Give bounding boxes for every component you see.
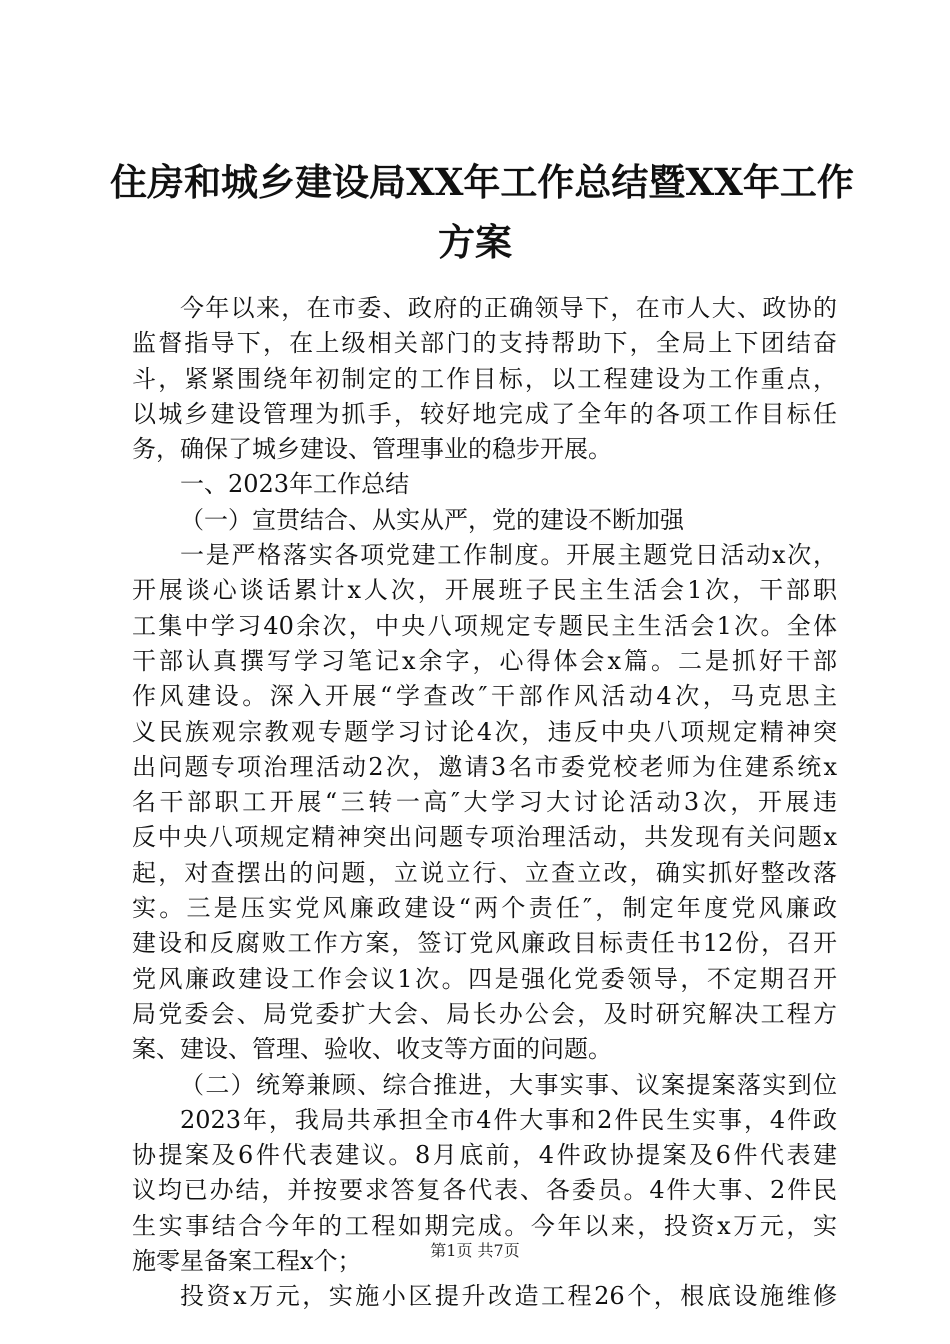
body-line: 名干部职工开展“三转一高″大学习大讨论活动3次，开展违 bbox=[132, 788, 837, 817]
body-line: 生实事结合今年的工程如期完成。今年以来，投资x万元，实 bbox=[132, 1211, 837, 1240]
body-line: 反中央八项规定精神突出问题专项治理活动，共发现有关问题x bbox=[132, 823, 837, 852]
body-line: 开展谈心谈话累计x人次，开展班子民主生活会1次，干部职 bbox=[132, 576, 837, 605]
body-line: 义民族观宗教观专题学习讨论4次，违反中央八项规定精神突 bbox=[132, 717, 837, 746]
body-line: 干部认真撰写学习笔记x余字，心得体会x篇。二是抓好干部 bbox=[132, 646, 837, 675]
subsection-heading: （一）宣贯结合、从实从严，党的建设不断加强 bbox=[180, 505, 684, 534]
body-line: 建设和反腐败工作方案，签订党风廉政目标责任书12份，召开 bbox=[132, 929, 837, 958]
body-line: 实。三是压实党风廉政建设“两个责任″，制定年度党风廉政 bbox=[132, 894, 837, 923]
document-title-line-2: 方案 bbox=[438, 220, 512, 264]
section-heading: 一、2023年工作总结 bbox=[180, 470, 410, 499]
body-line: 监督指导下，在上级相关部门的支持帮助下，全局上下团结奋 bbox=[132, 329, 837, 358]
subsection-heading: （二）统筹兼顾、综合推进，大事实事、议案提案落实到位 bbox=[180, 1070, 837, 1099]
document-body bbox=[132, 291, 837, 1315]
document-title-line-1: 住房和城乡建设局XX年工作总结暨XX年工作 bbox=[110, 160, 854, 204]
body-line: 协提案及6件代表建议。8月底前，4件政协提案及6件代表建 bbox=[132, 1141, 837, 1170]
body-line: 作风建设。深入开展“学查改″干部作风活动4次，马克思主 bbox=[132, 682, 837, 711]
body-line: 议均已办结，并按要求答复各代表、各委员。4件大事、2件民 bbox=[132, 1176, 837, 1205]
body-line: 今年以来，在市委、政府的正确领导下，在市人大、政协的 bbox=[180, 294, 837, 322]
body-line: 施零星备案工程x个； bbox=[132, 1247, 362, 1276]
body-line: 务，确保了城乡建设、管理事业的稳步开展。 bbox=[132, 435, 612, 464]
body-line: 出问题专项治理活动2次，邀请3名市委党校老师为住建系统x bbox=[132, 752, 837, 781]
page-number-footer: 第1页 共7页 bbox=[430, 1241, 520, 1260]
body-line: 局党委会、局党委扩大会、局长办公会，及时研究解决工程方 bbox=[132, 999, 837, 1028]
body-line: 投资x万元，实施小区提升改造工程26个，根底设施维修 bbox=[180, 1282, 837, 1311]
body-line: 一是严格落实各项党建工作制度。开展主题党日活动x次， bbox=[180, 541, 837, 570]
body-line: 工集中学习40余次，中央八项规定专题民主生活会1次。全体 bbox=[132, 611, 837, 640]
body-line: 以城乡建设管理为抓手，较好地完成了全年的各项工作目标任 bbox=[132, 399, 837, 428]
body-line: 2023年，我局共承担全市4件大事和2件民生实事，4件政 bbox=[180, 1105, 837, 1134]
body-line: 斗，紧紧围绕年初制定的工作目标，以工程建设为工作重点， bbox=[132, 364, 837, 393]
body-line: 党风廉政建设工作会议1次。四是强化党委领导，不定期召开 bbox=[132, 964, 837, 993]
body-line: 案、建设、管理、验收、收支等方面的问题。 bbox=[132, 1035, 612, 1064]
body-line: 起，对查摆出的问题，立说立行、立查立改，确实抓好整改落 bbox=[132, 858, 837, 887]
